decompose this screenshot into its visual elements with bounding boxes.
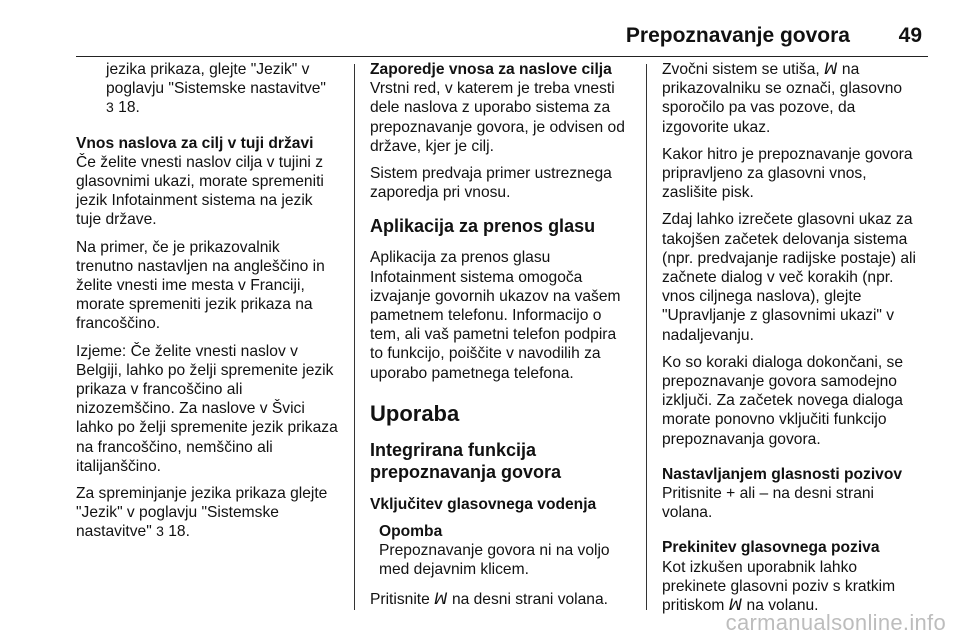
heading-integrated: Integrirana funkcija prepoznavanja govora (370, 439, 562, 482)
paragraph: Ko so koraki dialoga dokončani, se prepoznavanje govora samodejno izključi. Za začetek novega dialoga morate ponovno vključiti funkcijo prepoznavanja govora. (662, 353, 903, 448)
paragraph: Če želite vnesti naslov cilja v tujini z glasovnimi ukazi, morate spremeniti jezik Infotainment sistema na jezik tuje države. (76, 153, 324, 229)
paragraph: Sistem predvaja primer ustreznega zaporedja pri vnosu. (370, 165, 612, 202)
page-title: Prepoznavanje govora (625, 24, 850, 47)
note-title: Opomba (379, 523, 443, 541)
heading-input-order: Zaporedje vnosa za naslove cilja (370, 61, 612, 78)
column-divider-2 (646, 64, 647, 610)
note-box (370, 522, 640, 580)
paragraph: Zvočni sistem se utiša, ꟽ na prikazovalniku se označi, glasovno sporočilo pa vas pozove, da izgovorite ukaz. (662, 61, 903, 136)
column-3 (662, 60, 932, 623)
column-2 (370, 60, 640, 617)
minus-icon: – (759, 485, 769, 503)
paragraph: Kot izkušen uporabnik lahko prekinete glasovni poziv s kratkim pritiskom ꟽ na volanu. (662, 558, 896, 615)
column-divider-1 (354, 64, 355, 610)
paragraph: Vrstni red, v katerem je treba vnesti dele naslova z uporabo sistema za prepoznavanje govora, je odvisen od države, kjer je cilj. (370, 80, 625, 155)
heading-voice-app: Aplikacija za prenos glasu (370, 216, 596, 237)
heading-usage: Uporaba (370, 400, 460, 426)
heading-interrupt: Prekinitev glasovnega poziva (662, 539, 880, 557)
heading-activate: Vključitev glasovnega vodenja (370, 495, 597, 513)
header-rule (76, 56, 928, 57)
paragraph: Izjeme: Če želite vnesti naslov v Belgiji, lahko po želji spremenite jezik prikaza v francoščino ali nizozemščino. Za naslove v Švici lahko po želji spremenite jezik prikaza na francoščino, nemščino ali italijanščino. (76, 342, 338, 475)
page-reference-icon: 3 (106, 99, 114, 116)
paragraph: Kakor hitro je prepoznavanje govora pripravljeno za glasovni vnos, zaslišite pisk. (662, 145, 913, 202)
page-reference-icon: 3 (156, 523, 164, 540)
voice-control-icon: ꟽ (824, 61, 838, 78)
watermark: carmanualsonline.info (725, 610, 946, 635)
page-number: 49 (898, 24, 922, 47)
paragraph: Za spreminjanje jezika prikaza glejte "Jezik" v poglavju "Sistemske nastavitve" 3 18. (76, 485, 328, 541)
voice-control-icon: ꟽ (728, 597, 743, 615)
voice-control-icon: ꟽ (434, 590, 448, 608)
paragraph: Zdaj lahko izrečete glasovni ukaz za takojšen začetek delovanja sistema (npr. predvajanje radijske postaje) ali začnete dialog v več korakih (npr. vnos ciljnega naslova), glejte "Upravljanje z glasovnimi ukazi" v nadaljevanju. (662, 211, 916, 344)
paragraph: Pritisnite ꟽ na desni strani volana. (370, 590, 608, 608)
continued-paragraph: jezika prikaza, glejte "Jezik" v poglavju "Sistemske nastavitve" 3 18. (106, 61, 326, 117)
heading-foreign-destination: Vnos naslova za cilj v tuji državi (76, 134, 314, 152)
paragraph: Na primer, če je prikazovalnik trenutno nastavljen na angleščino in želite vnesti ime mesta v Franciji, morate spremeniti jezik prikaza na francoščino. (76, 238, 325, 333)
paragraph: Aplikacija za prenos glasu Infotainment sistema omogoča izvajanje govornih ukazov na vašem pametnem telefonu. Informacijo o tem, ali vaš pametni telefon podpira to funkcijo, poiščite v navodilih za uporabo pametnega telefona. (370, 249, 621, 382)
heading-volume: Nastavljanjem glasnosti pozivov (662, 465, 903, 483)
page-header (0, 24, 960, 54)
paragraph: Pritisnite + ali – na desni strani volana. (662, 485, 874, 522)
plus-icon: + (726, 485, 736, 503)
column-1 (76, 60, 346, 550)
note-text: Prepoznavanje govora ni na voljo med dejavnim klicem. (379, 542, 610, 579)
